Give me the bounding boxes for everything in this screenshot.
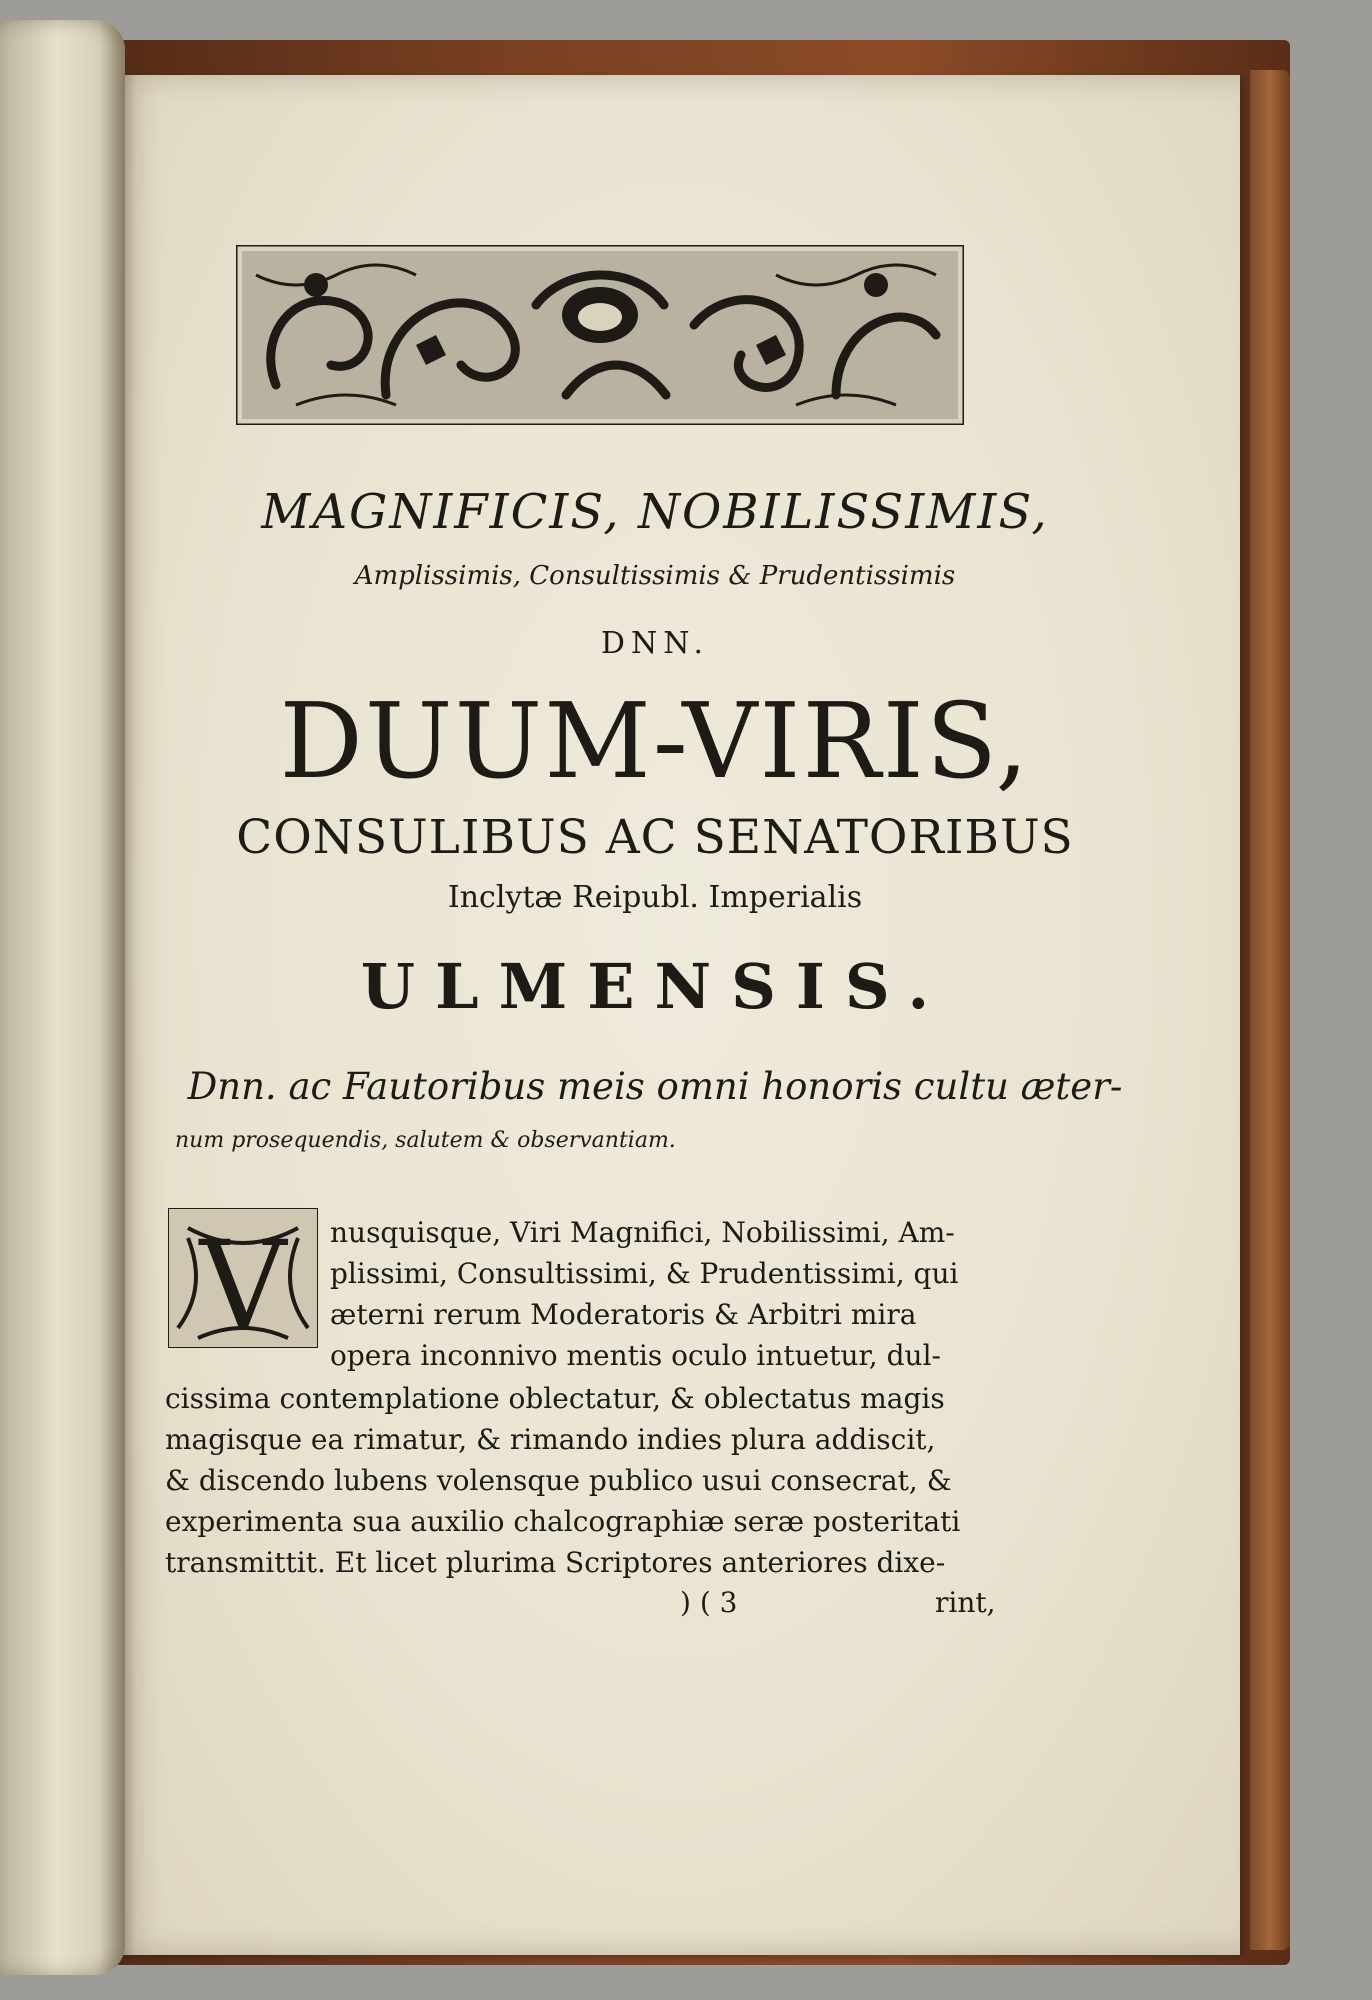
salutation-line-2: num prosequendis, salutem & observantiam.: [175, 1128, 676, 1153]
body-line: transmittit. Et licet plurima Scriptores anteriores dixe-: [165, 1546, 946, 1579]
body-line: nusquisque, Viri Magnifici, Nobilissimi, Am-: [330, 1216, 955, 1249]
decorated-initial-icon: [168, 1208, 318, 1348]
initial-letter: V: [199, 1216, 287, 1348]
dedication-line-1: MAGNIFICIS, NOBILISSIMIS,: [261, 484, 1049, 540]
body-line: cissima contemplatione oblectatur, & oblectatus magis: [165, 1382, 945, 1415]
republic-line: Inclytæ Reipubl. Imperialis: [447, 880, 863, 915]
salutation-line-1: Dnn. ac Fautoribus meis omni honoris cultu æter-: [187, 1065, 1123, 1108]
body-line: opera inconnivo mentis oculo intuetur, dul-: [330, 1339, 941, 1372]
left-page-edge: [0, 20, 125, 1975]
body-line: & discendo lubens volensque publico usui consecrat, &: [165, 1464, 952, 1497]
book-fore-edge: [1250, 70, 1290, 1950]
body-line: æterni rerum Moderatoris & Arbitri mira: [330, 1298, 917, 1331]
city-name: ULMENSIS.: [360, 950, 950, 1023]
title-main: DUUM-VIRIS,: [279, 680, 1031, 802]
title-sub: CONSULIBUS AC SENATORIBUS: [236, 810, 1074, 865]
signature-mark: ) ( 3: [680, 1586, 738, 1619]
woodcut-headpiece-icon: [236, 245, 964, 425]
body-line: magisque ea rimatur, & rimando indies plura addiscit,: [165, 1423, 936, 1456]
dedication-line-3: DNN.: [600, 626, 710, 661]
dedication-line-2: Amplissimis, Consultissimis & Prudentissimis: [354, 561, 956, 591]
body-line: plissimi, Consultissimi, & Prudentissimi, qui: [330, 1257, 959, 1290]
catchword: rint,: [935, 1586, 996, 1619]
body-line: experimenta sua auxilio chalcographiæ seræ posteritati: [165, 1505, 961, 1538]
